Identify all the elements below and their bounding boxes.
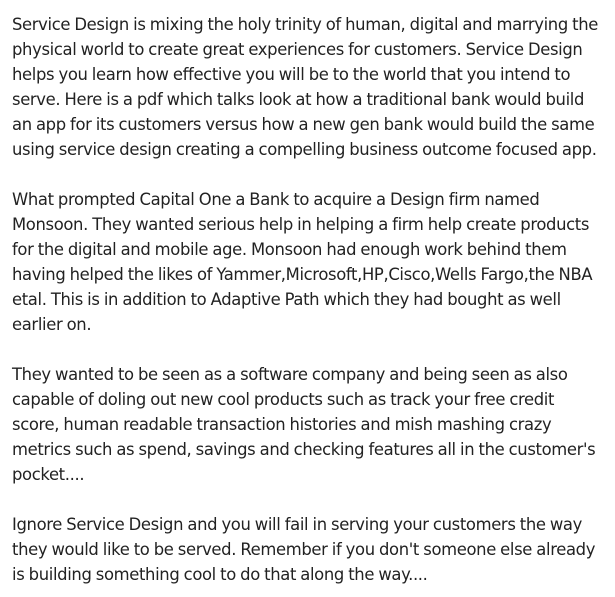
paragraph-service-design-intro: Service Design is mixing the holy trinity of human, digital and marrying the physical world to create great experiences for customers. Service Design helps you learn how effective you will be to the world that you intend to serve. Here is a pdf which talks look at how a traditional bank would build an app for its customers versus how a new gen bank would build the same using service design creating a compelling business outcome focused app. xyxy=(12,15,599,159)
paragraph-capital-one-monsoon: What prompted Capital One a Bank to acquire a Design firm named Monsoon. They wanted serious help in helping a firm help create products for the digital and mobile age. Monsoon had enough work behind them having helped the likes of Yammer,Microsoft,HP,Cisco,Wells Fargo,the NBA etal. This is in addition to Adaptive Path which they had bought as well earlier on. xyxy=(12,190,593,334)
paragraph-conclusion: Ignore Service Design and you will fail in serving your customers the way they would like to be served. Remember if you don't someone else already is building something cool to do that along the way.... xyxy=(12,515,596,584)
paragraph-software-company: They wanted to be seen as a software company and being seen as also capable of doling out new cool products such as track your free credit score, human readable transaction histories and mish mashing crazy metrics such as spend, savings and checking features all in the customer's pocket.... xyxy=(12,365,596,484)
